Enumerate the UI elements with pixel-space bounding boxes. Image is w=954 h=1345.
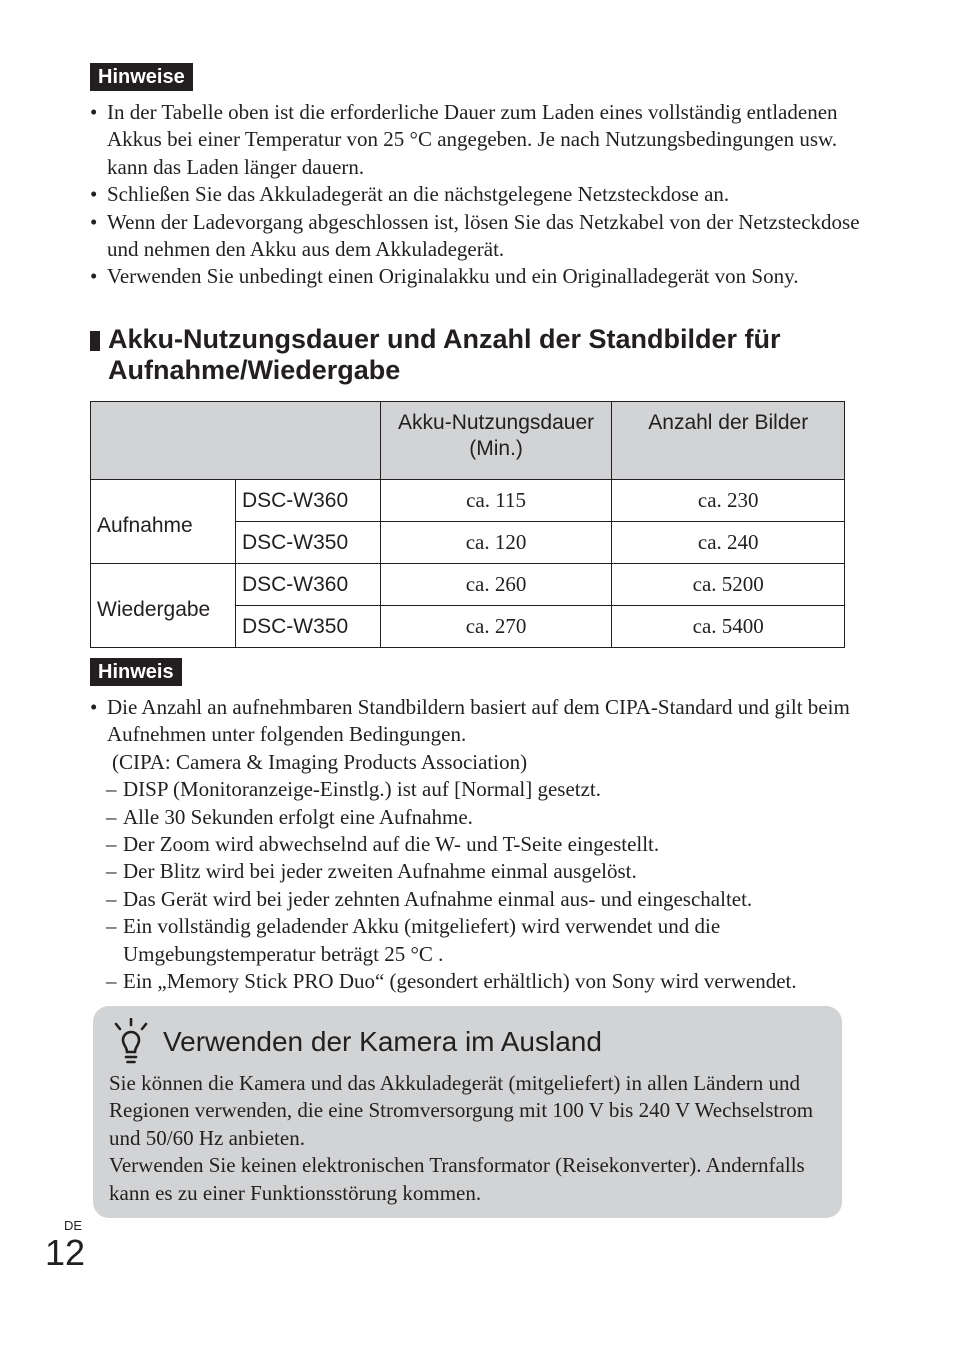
table-row xyxy=(91,564,845,606)
images-cell: ca. 240 xyxy=(612,522,845,564)
condition-text: DISP (Monitoranzeige-Einstlg.) ist auf [Normal] gesetzt. xyxy=(123,777,602,802)
condition-text: Alle 30 Sekunden erfolgt eine Aufnahme. xyxy=(123,804,473,829)
hinweis-notes xyxy=(90,694,870,995)
duration-cell: ca. 120 xyxy=(380,522,612,564)
condition-item: – Der Blitz wird bei jeder zweiten Aufnahme einmal ausgelöst. xyxy=(106,859,637,884)
list-item: • Die Anzahl an aufnehmbaren Standbildern basiert auf dem CIPA-Standard und gilt beim Aufnehmen unter folgenden Bedingungen. xyxy=(90,694,870,749)
hinweise-label: Hinweise xyxy=(90,63,193,91)
table-row xyxy=(91,480,845,522)
duration-cell: ca. 115 xyxy=(380,480,612,522)
condition-text: Ein vollständig geladender Akku (mitgeliefert) wird verwendet und die Umgebungstemperatur beträgt 25 °C . xyxy=(123,914,721,966)
condition-item: – Alle 30 Sekunden erfolgt eine Aufnahme. xyxy=(106,804,473,829)
model-cell: DSC-W350 xyxy=(235,522,380,564)
condition-text: Das Gerät wird bei jeder zehnten Aufnahme einmal aus- und eingeschaltet. xyxy=(123,886,753,911)
condition-text: Der Zoom wird abwechselnd auf die W- und T-Seite eingestellt. xyxy=(123,832,660,857)
table-header-row xyxy=(91,402,845,480)
battery-table xyxy=(90,401,845,648)
images-cell: ca. 5400 xyxy=(612,606,845,648)
table-header-images: Anzahl der Bilder xyxy=(612,402,845,480)
condition-item: – Ein „Memory Stick PRO Duo“ (gesondert erhältlich) von Sony wird verwendet. xyxy=(106,969,797,994)
group-label: Wiedergabe xyxy=(91,564,236,648)
section-heading-text: Akku-Nutzungsdauer und Anzahl der Standbilder für Aufnahme/Wiedergabe xyxy=(108,324,781,385)
images-cell: ca. 5200 xyxy=(612,564,845,606)
model-cell: DSC-W350 xyxy=(235,606,380,648)
duration-cell: ca. 270 xyxy=(380,606,612,648)
list-item: • Schließen Sie das Akkuladegerät an die nächstgelegene Netzsteckdose an. xyxy=(90,181,870,208)
condition-item: – DISP (Monitoranzeige-Einstlg.) ist auf [Normal] gesetzt. xyxy=(106,777,602,802)
list-item: • Verwenden Sie unbedingt einen Originalakku und ein Originalladegerät von Sony. xyxy=(90,263,870,290)
heading-marker xyxy=(90,331,100,351)
model-cell: DSC-W360 xyxy=(235,480,380,522)
section-heading xyxy=(90,324,860,386)
condition-text: Ein „Memory Stick PRO Duo“ (gesondert erhältlich) von Sony wird verwendet. xyxy=(123,969,797,994)
tip-paragraph: Verwenden Sie keinen elektronischen Transformator (Reisekonverter). Andernfalls kann es zu einer Funktionsstörung kommen. xyxy=(109,1153,805,1205)
condition-item: – Ein vollständig geladender Akku (mitgeliefert) wird verwendet und die Umgebungstemperatur beträgt 25 °C . xyxy=(106,914,721,966)
list-item: • Wenn der Ladevorgang abgeschlossen ist, lösen Sie das Netzkabel von der Netzsteckdose und nehmen den Akku aus dem Akkuladegerät. xyxy=(90,209,870,264)
condition-item: – Der Zoom wird abwechselnd auf die W- und T-Seite eingestellt. xyxy=(106,832,660,857)
cipa-note: (CIPA: Camera & Imaging Products Association) xyxy=(112,749,528,774)
list-item: • In der Tabelle oben ist die erforderliche Dauer zum Laden eines vollständig entladenen Akkus bei einer Temperatur von 25 °C angegeben. Je nach Nutzungsbedingungen usw. kann das Laden länger dauern. xyxy=(90,99,870,181)
table-header-blank xyxy=(91,402,381,480)
group-label: Aufnahme xyxy=(91,480,236,564)
tip-title: Verwenden der Kamera im Ausland xyxy=(163,1026,602,1057)
page-number: 12 xyxy=(45,1232,86,1273)
model-cell: DSC-W360 xyxy=(235,564,380,606)
images-cell: ca. 230 xyxy=(612,480,845,522)
hinweise-list xyxy=(90,99,870,291)
duration-cell: ca. 260 xyxy=(380,564,612,606)
condition-item: – Das Gerät wird bei jeder zehnten Aufnahme einmal aus- und eingeschaltet. xyxy=(106,886,753,911)
tip-paragraph: Sie können die Kamera und das Akkuladegerät (mitgeliefert) in allen Ländern und Regionen verwenden, die eine Stromversorgung mit 100 V bis 240 V Wechselstrom und 50/60 Hz anbieten. xyxy=(109,1071,814,1150)
condition-text: Der Blitz wird bei jeder zweiten Aufnahme einmal ausgelöst. xyxy=(123,859,637,884)
lightbulb-icon xyxy=(111,1018,151,1064)
hinweis-label: Hinweis xyxy=(90,658,182,686)
page-language: DE xyxy=(64,1218,83,1233)
tip-box xyxy=(93,1006,842,1218)
table-header-duration: Akku-Nutzungsdauer (Min.) xyxy=(380,402,612,480)
tip-body xyxy=(109,1070,829,1207)
